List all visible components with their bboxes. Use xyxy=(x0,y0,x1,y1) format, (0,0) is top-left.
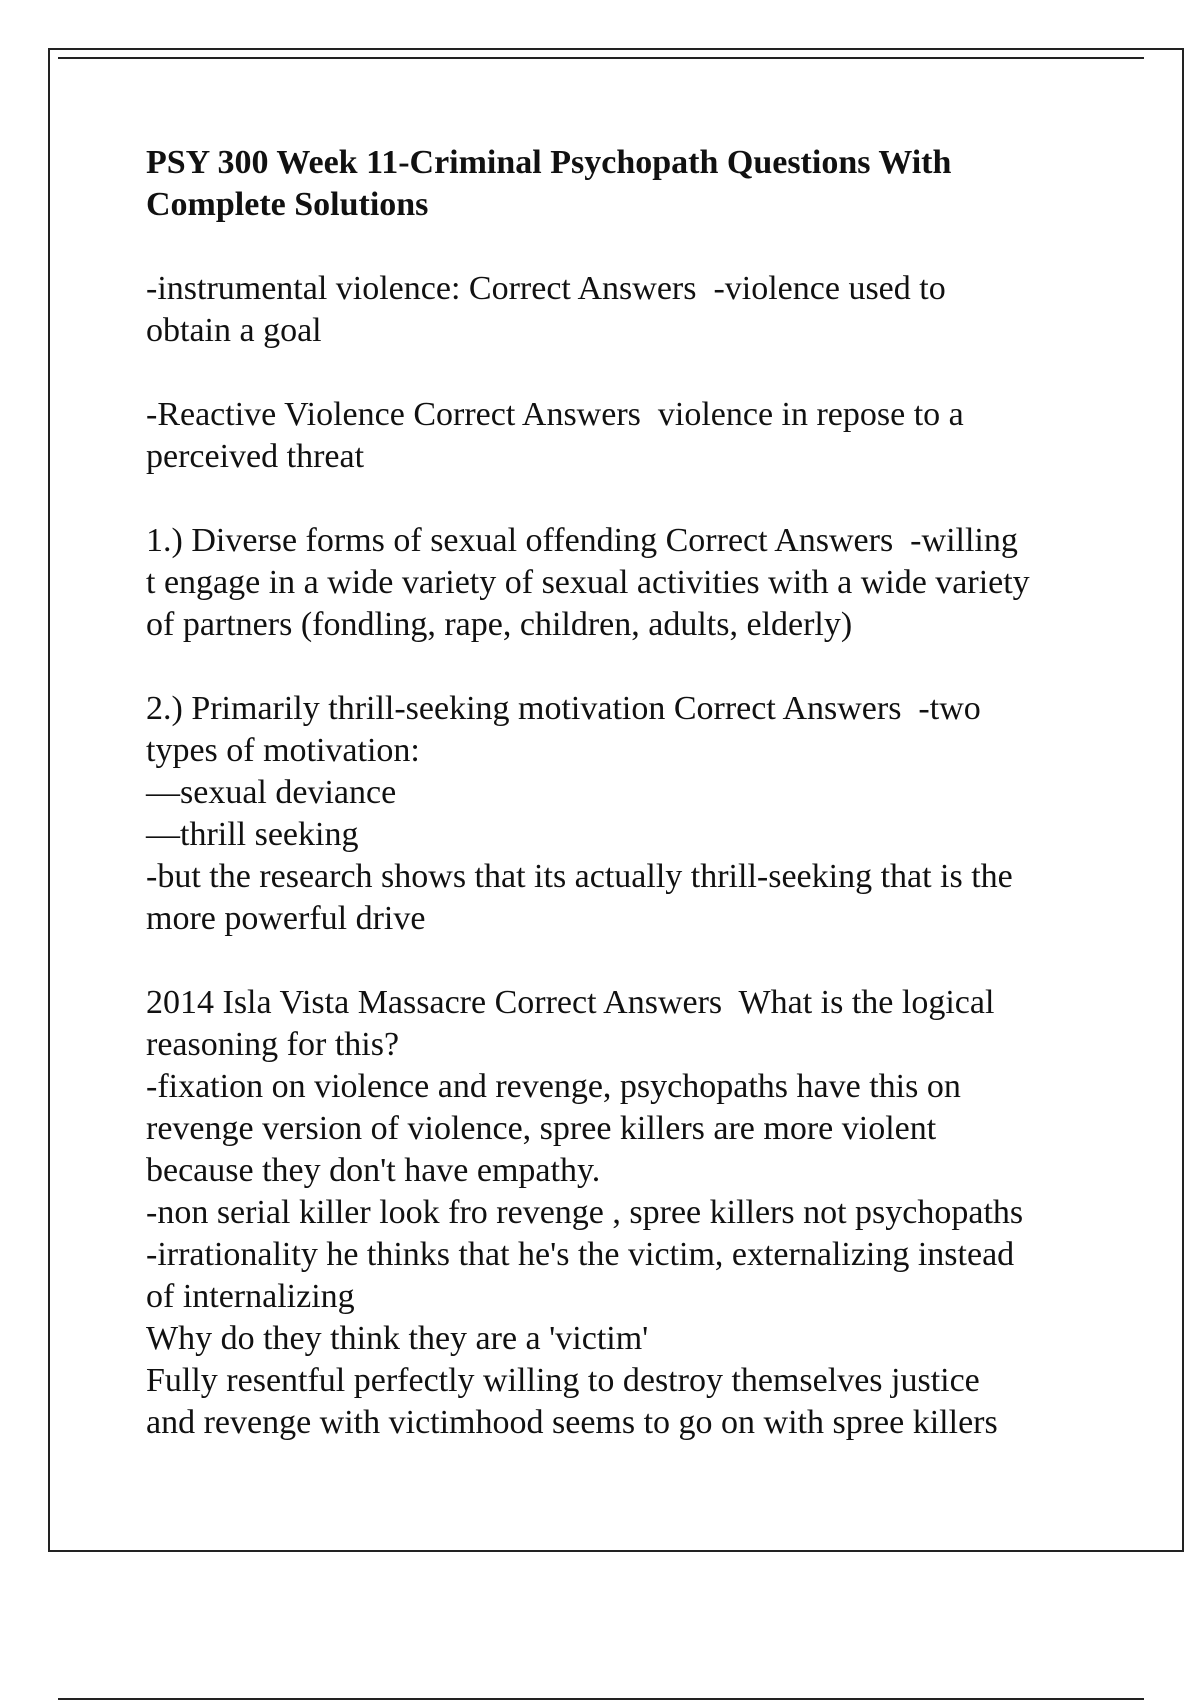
text-line: more powerful drive xyxy=(146,900,426,937)
text-line: revenge version of violence, spree killers are more violent xyxy=(146,1110,937,1147)
text-line: obtain a goal xyxy=(146,312,322,349)
text-line: Why do they think they are a 'victim' xyxy=(146,1320,649,1357)
qa-block-sexual-offending xyxy=(146,520,1106,646)
qa-block-reactive-violence xyxy=(146,394,1106,478)
document-content xyxy=(146,142,1106,1444)
text-line: types of motivation: xyxy=(146,732,420,769)
text-line: -non serial killer look fro revenge , spree killers not psychopaths xyxy=(146,1194,1024,1231)
text-line: -instrumental violence: Correct Answers -violence used to xyxy=(146,270,946,307)
top-rule xyxy=(58,57,1144,59)
text-line: -irrationality he thinks that he's the victim, externalizing instead xyxy=(146,1236,1015,1273)
text-line: Fully resentful perfectly willing to destroy themselves justice xyxy=(146,1362,980,1399)
text-line: -fixation on violence and revenge, psychopaths have this on xyxy=(146,1068,961,1105)
text-line: -Reactive Violence Correct Answers violence in repose to a xyxy=(146,396,964,433)
text-line: t engage in a wide variety of sexual activities with a wide variety xyxy=(146,564,1030,601)
text-line: 1.) Diverse forms of sexual offending Correct Answers -willing xyxy=(146,522,1018,559)
text-line: -but the research shows that its actually thrill-seeking that is the xyxy=(146,858,1013,895)
document-title: PSY 300 Week 11-Criminal Psychopath Questions With Complete Solutions xyxy=(146,144,952,223)
text-line: —sexual deviance xyxy=(146,774,397,811)
qa-block-isla-vista xyxy=(146,982,1106,1444)
text-line: reasoning for this? xyxy=(146,1026,400,1063)
text-line: because they don't have empathy. xyxy=(146,1152,601,1189)
text-line: of internalizing xyxy=(146,1278,355,1315)
text-line: 2.) Primarily thrill-seeking motivation Correct Answers -two xyxy=(146,690,981,727)
qa-block-thrill-seeking xyxy=(146,688,1106,940)
qa-block-instrumental-violence xyxy=(146,268,1106,352)
text-line: 2014 Isla Vista Massacre Correct Answers What is the logical xyxy=(146,984,995,1021)
text-line: perceived threat xyxy=(146,438,365,475)
text-line: —thrill seeking xyxy=(146,816,359,853)
text-line: and revenge with victimhood seems to go on with spree killers xyxy=(146,1404,998,1441)
text-line: of partners (fondling, rape, children, adults, elderly) xyxy=(146,606,853,643)
